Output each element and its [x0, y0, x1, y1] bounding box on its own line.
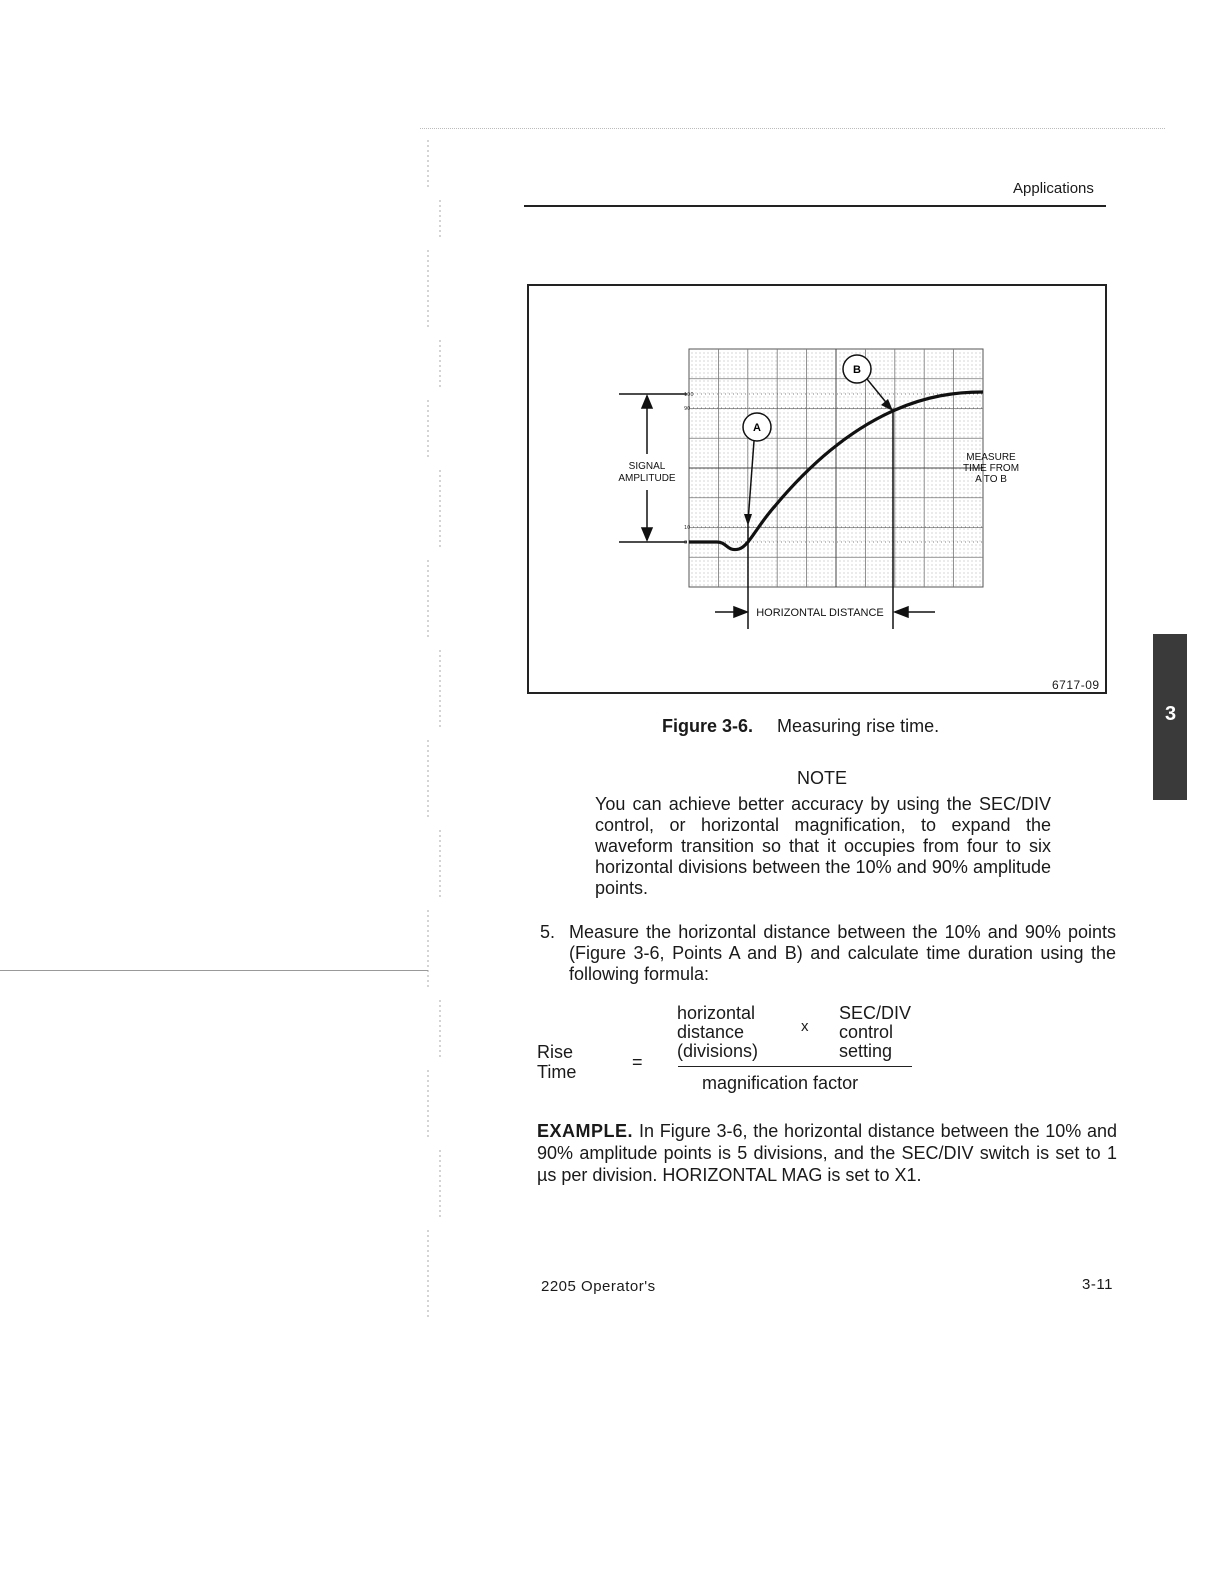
tick-100: 100 — [684, 392, 694, 398]
step-text: Measure the horizontal distance between the 10% and 90% points (Figure 3-6, Points A and B) and calculate time duration using the following formula: — [569, 922, 1116, 984]
measure-label-line3: A TO B — [975, 474, 1007, 485]
formula-numerator-left — [677, 1004, 758, 1061]
measure-label-line1: MEASURE — [966, 452, 1016, 463]
figure-number: Figure 3-6. — [662, 716, 754, 736]
marker-a-label: A — [753, 422, 761, 434]
formula-fraction-bar — [678, 1066, 912, 1067]
formula-numerator-right — [839, 1004, 911, 1061]
formula-times: x — [801, 1018, 809, 1035]
measure-label-line2: TIME FROM — [962, 463, 1020, 474]
signal-label-line2: AMPLITUDE — [618, 473, 676, 484]
figure-caption-text: Measuring rise time. — [777, 716, 940, 736]
formula-lhs-line1: Rise — [537, 1042, 574, 1062]
horizontal-distance-label: HORIZONTAL DISTANCE — [756, 607, 884, 619]
tick-90: 90 — [684, 406, 691, 412]
step-number: 5. — [540, 922, 556, 942]
section-tab-label: 3 — [1165, 703, 1177, 725]
formula-num-left-1: horizontal — [677, 1003, 756, 1023]
formula-num-right-3: setting — [839, 1041, 893, 1061]
signal-label-line1: SIGNAL — [628, 461, 666, 472]
formula-equals: = — [632, 1052, 643, 1072]
note-body: You can achieve better accuracy by using the SEC/DIV control, or horizontal magnification, to expand the waveform transition so that it occupies from four to six horizontal divisions between the 10% and 90% amplitude points. — [595, 794, 1051, 898]
footer-manual-title: 2205 Operator's — [541, 1278, 656, 1295]
scan-line — [0, 970, 428, 971]
formula-num-right-2: control — [839, 1022, 894, 1042]
example-lead: EXAMPLE. — [537, 1121, 634, 1141]
formula-num-left-2: distance — [677, 1022, 745, 1042]
figure-caption — [662, 716, 939, 737]
tick-10: 10 — [684, 525, 691, 531]
figure-id: 6717-09 — [1052, 678, 1100, 692]
note-title: NOTE — [797, 768, 848, 788]
rise-time-diagram — [527, 284, 1107, 694]
formula-num-right-1: SEC/DIV — [839, 1003, 912, 1023]
tick-0: 0 — [684, 540, 688, 546]
marker-b-label: B — [853, 364, 861, 376]
header-rule — [524, 205, 1106, 207]
binding-edge-dots — [420, 128, 1165, 129]
example-text: In Figure 3-6, the horizontal distance between the 10% and 90% amplitude points is 5 divisions, and the SEC/DIV switch is set to 1 µs per division. HORIZONTAL MAG is set to X1. — [537, 1121, 1117, 1185]
binding-margin-marks — [420, 130, 460, 1330]
step-5 — [540, 922, 1116, 985]
formula-lhs-line2: Time — [537, 1062, 577, 1082]
running-header: Applications — [1013, 180, 1094, 197]
formula-denominator: magnification factor — [702, 1073, 859, 1093]
formula-num-left-3: (divisions) — [677, 1041, 759, 1061]
footer-page-number: 3-11 — [1082, 1276, 1113, 1293]
example-paragraph — [537, 1120, 1117, 1186]
formula-lhs — [537, 1042, 576, 1082]
